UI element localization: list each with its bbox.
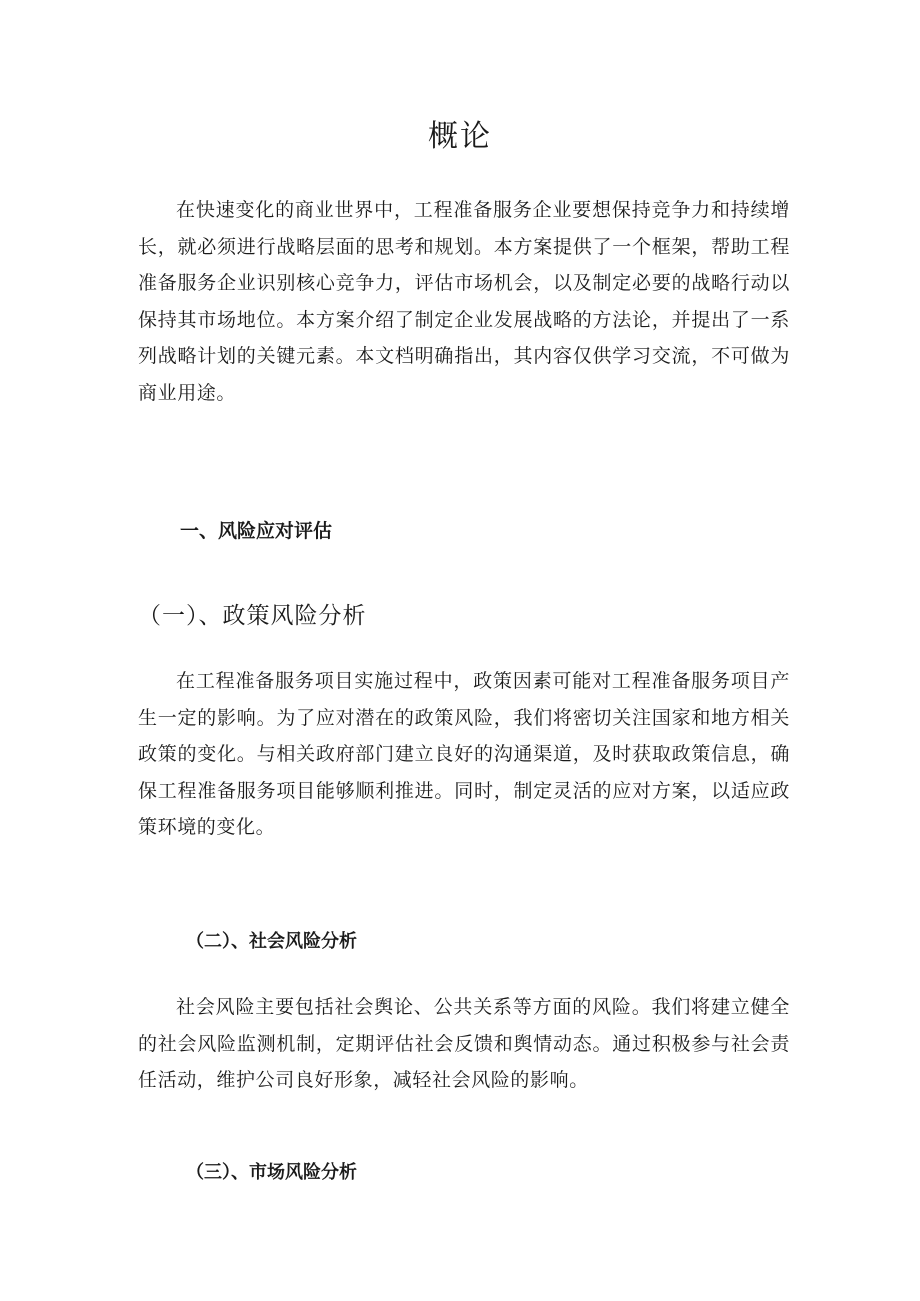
page-title: 概论 xyxy=(428,119,492,154)
policy-risk-paragraph: 在工程准备服务项目实施过程中，政策因素可能对工程准备服务项目产生一定的影响。为了应对潜在的政策风险，我们将密切关注国家和地方相关政策的变化。与相关政府部门建立良好的沟通渠道，及时获取政策信息，确保工程准备服务项目能够顺利推进。同时，制定灵活的应对方案，以适应政策环境的变化。 xyxy=(138,670,790,838)
subsection-heading-policy-risk: （一）、政策风险分析 xyxy=(138,603,367,629)
intro-paragraph: 在快速变化的商业世界中，工程准备服务企业要想保持竞争力和持续增长，就必须进行战略层面的思考和规划。本方案提供了一个框架，帮助工程准备服务企业识别核心竞争力，评估市场机会，以及制定必要的战略行动以保持其市场地位。本方案介绍了制定企业发展战略的方法论，并提出了一系列战略计划的关键元素。本文档明确指出，其内容仅供学习交流，不可做为商业用途。 xyxy=(138,199,790,404)
subsection-heading-social-risk: （二）、社会风险分析 xyxy=(186,931,357,952)
social-risk-paragraph: 社会风险主要包括社会舆论、公共关系等方面的风险。我们将建立健全的社会风险监测机制，定期评估社会反馈和舆情动态。通过积极参与社会责任活动，维护公司良好形象，减轻社会风险的影响。 xyxy=(138,996,790,1091)
subsection-heading-market-risk: （三）、市场风险分析 xyxy=(186,1162,357,1183)
section-heading-risk-assessment: 一、风险应对评估 xyxy=(180,520,333,542)
